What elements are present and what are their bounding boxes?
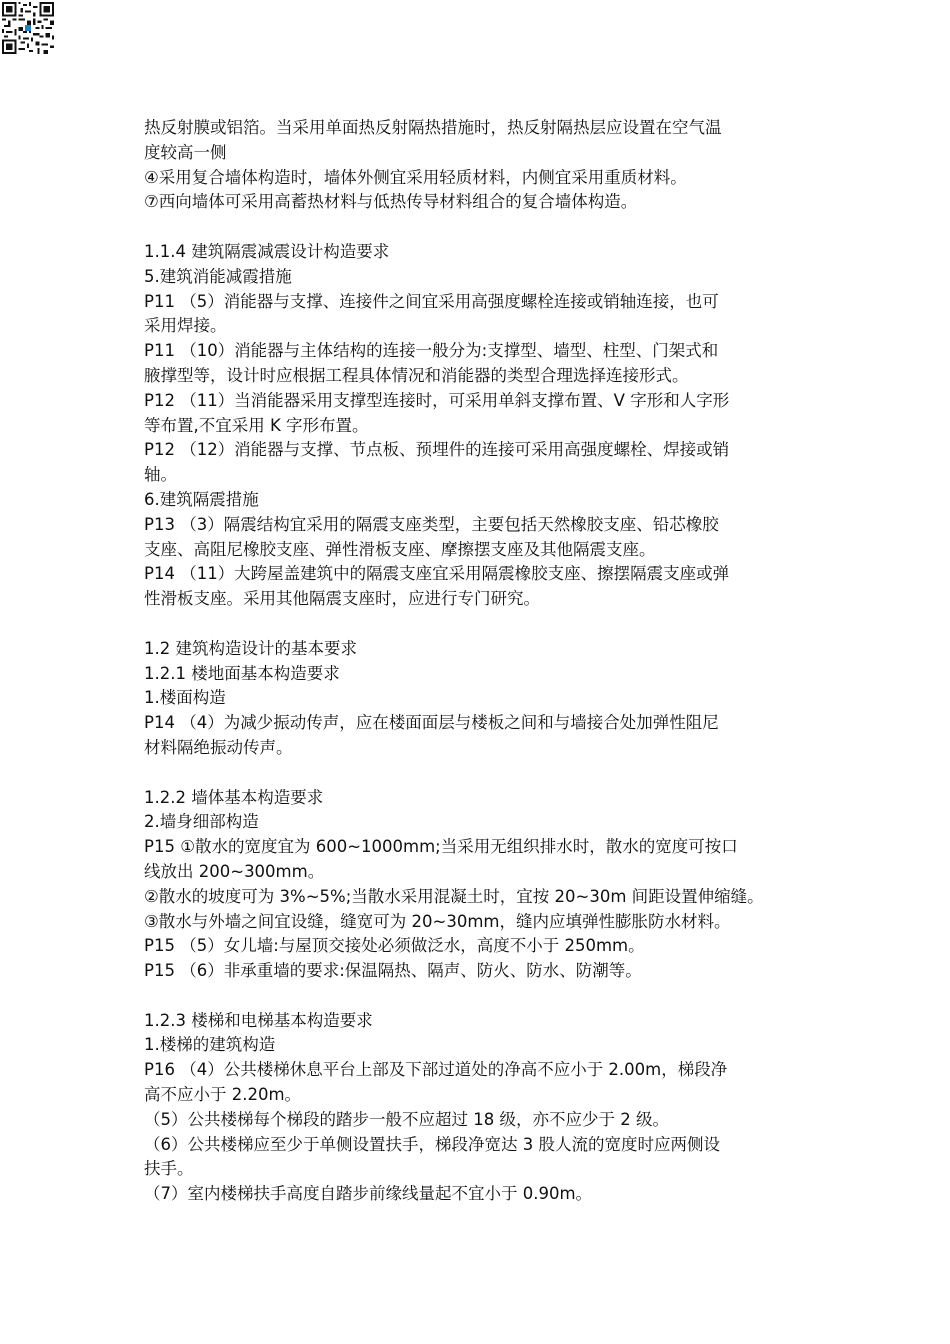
subsection-heading: 1.楼梯的建筑构造 [144, 1035, 276, 1055]
text-line: P11 （5）消能器与支撑、连接件之间宜采用高强度螺栓连接或销轴连接，也可 [144, 291, 719, 311]
text-line: P14 （4）为减少振动传声，应在楼面面层与楼板之间和与墙接合处加弹性阻尼 [144, 713, 719, 733]
text-line: 材料隔绝振动传声。 [144, 737, 293, 757]
text-line: 采用焊接。 [144, 316, 227, 336]
text-line: ④采用复合墙体构造时，墙体外侧宜采用轻质材料，内侧宜采用重质材料。 [144, 167, 687, 187]
text-line: （7）室内楼梯扶手高度自踏步前缘线量起不宜小于 0.90m。 [144, 1184, 593, 1204]
text-line: P15 ①散水的宽度宜为 600~1000mm;当采用无组织排水时，散水的宽度可按口 [144, 837, 738, 857]
paragraph-gap [144, 761, 814, 786]
subsection-heading: 2.墙身细部构造 [144, 812, 259, 832]
text-line: 等布置,不宜采用 K 字形布置。 [144, 415, 369, 435]
subsection-heading: 6.建筑隔震措施 [144, 489, 259, 509]
text-line: P13 （3）隔震结构宜采用的隔震支座类型，主要包括天然橡胶支座、铅芯橡胶 [144, 514, 719, 534]
text-line: P12 （12）消能器与支撑、节点板、预埋件的连接可采用高强度螺栓、焊接或销 [144, 440, 730, 460]
text-line: P15 （6）非承重墙的要求:保温隔热、隔声、防火、防水、防潮等。 [144, 961, 642, 981]
section-heading: 1.2.2 墙体基本构造要求 [144, 787, 324, 807]
text-line: 性滑板支座。采用其他隔震支座时，应进行专门研究。 [144, 589, 540, 609]
qr-code-image [2, 2, 54, 54]
section-heading: 1.2.1 楼地面基本构造要求 [144, 663, 340, 683]
section-heading: 1.1.4 建筑隔震减震设计构造要求 [144, 241, 390, 261]
text-line: P15 （5）女儿墙:与屋顶交接处必须做泛水，高度不小于 250mm。 [144, 936, 645, 956]
text-line: P14 （11）大跨屋盖建筑中的隔震支座宜采用隔震橡胶支座、擦摆隔震支座或弹 [144, 564, 730, 584]
text-line: 支座、高阻尼橡胶支座、弹性滑板支座、摩擦摆支座及其他隔震支座。 [144, 539, 656, 559]
text-line: ⑦西向墙体可采用高蓄热材料与低热传导材料组合的复合墙体构造。 [144, 192, 638, 212]
text-line: ③散水与外墙之间宜设缝，缝宽可为 20~30mm，缝内应填弹性膨胀防水材料。 [144, 911, 731, 931]
text-line: 线放出 200~300mm。 [144, 861, 325, 881]
document-body [144, 116, 814, 1207]
text-line: 热反射膜或铝箔。当采用单面热反射隔热措施时，热反射隔热层应设置在空气温 [144, 118, 722, 137]
text-line: （6）公共楼梯应至少于单侧设置扶手，梯段净宽达 3 股人流的宽度时应两侧设 [144, 1134, 720, 1154]
text-line: 度较高一侧 [144, 142, 227, 162]
paragraph-gap [144, 984, 814, 1009]
section-heading: 1.2.3 楼梯和电梯基本构造要求 [144, 1010, 373, 1030]
paragraph-gap [144, 215, 814, 240]
text-line: P11 （10）消能器与主体结构的连接一般分为:支撑型、墙型、柱型、门架式和 [144, 341, 719, 361]
subsection-heading: 1.楼面构造 [144, 688, 226, 708]
text-line: 腋撑型等，设计时应根据工程具体情况和消能器的类型合理选择连接形式。 [144, 365, 689, 385]
text-line: 扶手。 [144, 1159, 194, 1179]
text-line: 轴。 [144, 465, 177, 485]
text-line: P12 （11）当消能器采用支撑型连接时，可采用单斜支撑布置、V 字形和人字形 [144, 390, 730, 410]
text-line: 高不应小于 2.20m。 [144, 1085, 302, 1105]
paragraph-gap [144, 612, 814, 637]
text-line: P16 （4）公共楼梯休息平台上部及下部过道处的净高不应小于 2.00m，梯段净 [144, 1060, 728, 1080]
text-line: （5）公共楼梯每个梯段的踏步一般不应超过 18 级，亦不应少于 2 级。 [144, 1109, 669, 1129]
text-line: ②散水的坡度可为 3%~5%;当散水采用混凝土时，宜按 20~30m 间距设置伸缩缝。 [144, 886, 764, 906]
subsection-heading: 5.建筑消能减霞措施 [144, 266, 292, 286]
section-heading: 1.2 建筑构造设计的基本要求 [144, 638, 357, 658]
